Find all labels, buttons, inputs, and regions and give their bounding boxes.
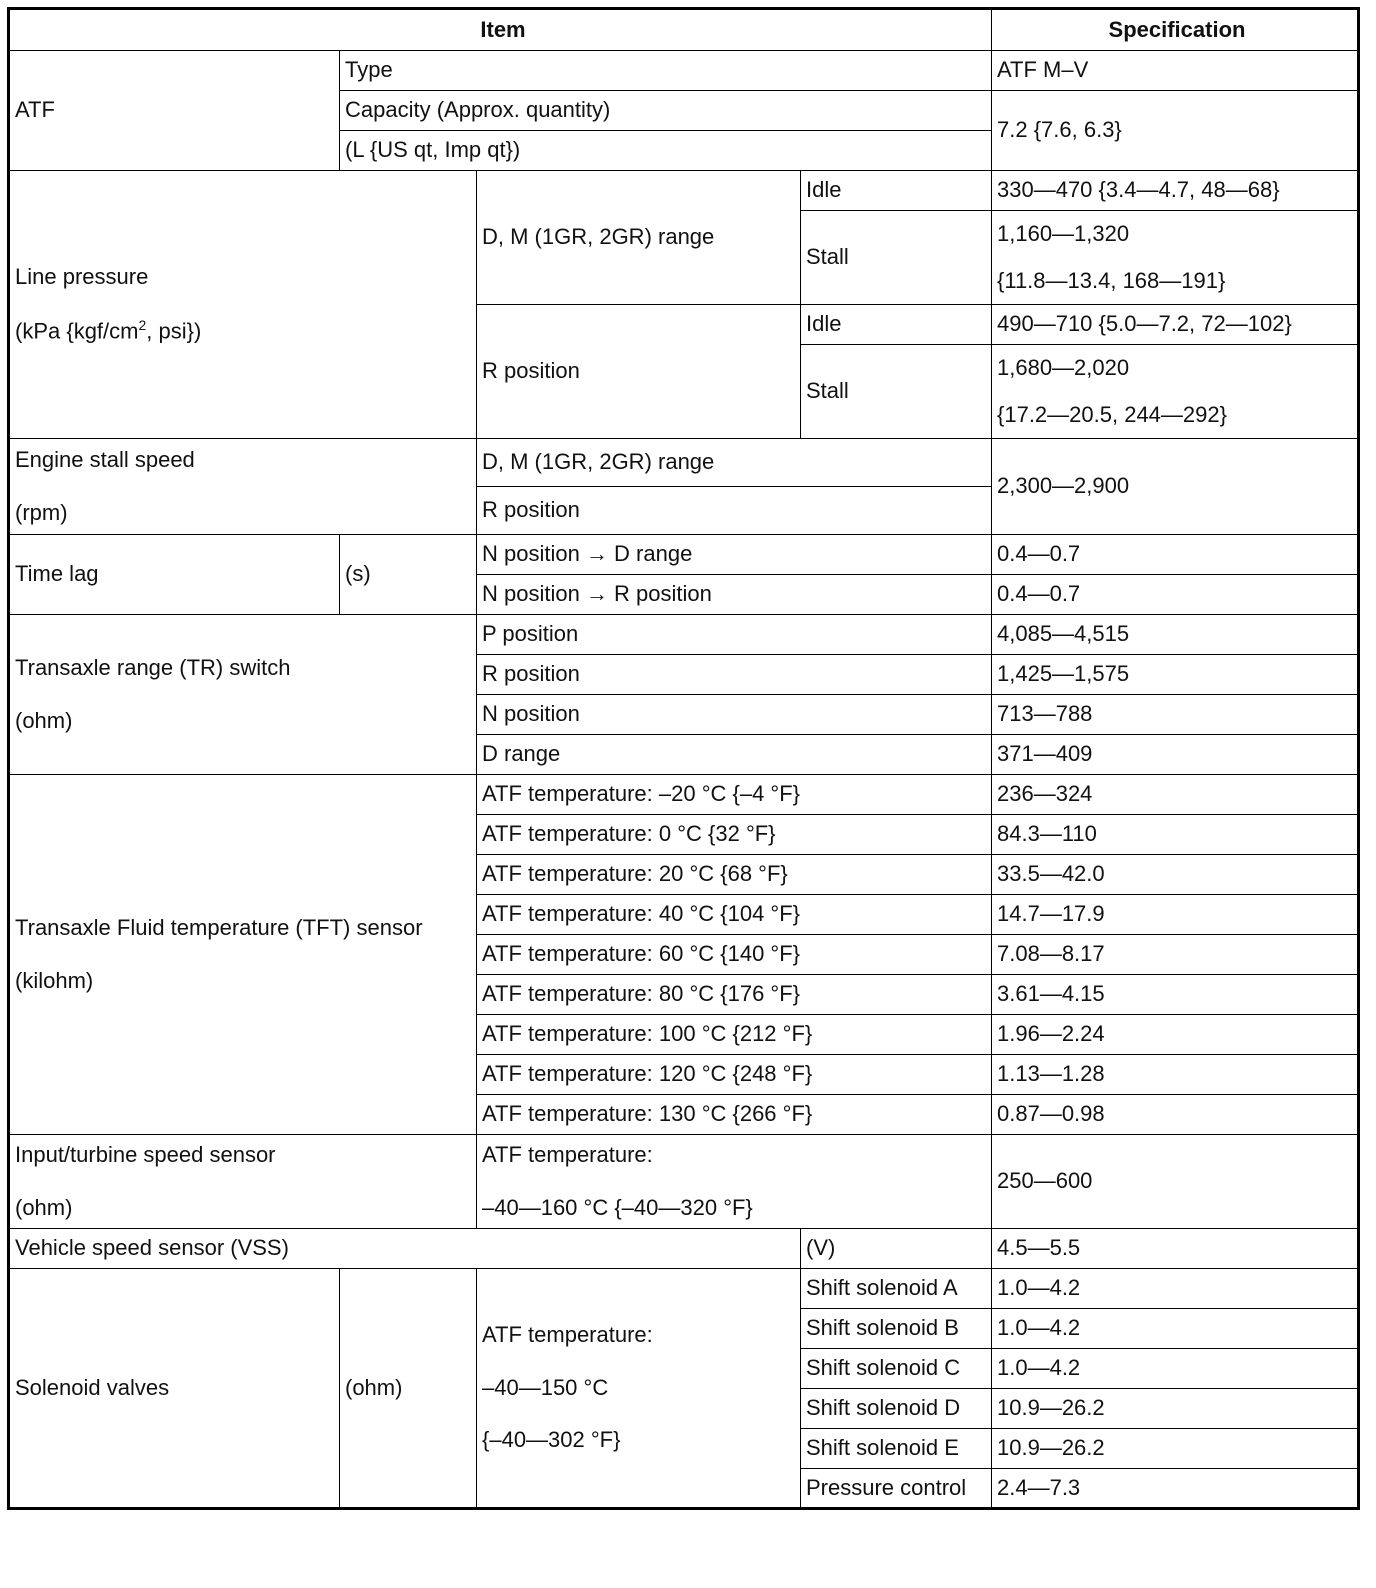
table-row <box>9 171 1359 211</box>
solenoid-value: 1.0—4.2 <box>992 1349 1359 1389</box>
turbine-sensor-value: 250—600 <box>992 1135 1359 1229</box>
vss-unit: (V) <box>801 1229 992 1269</box>
tr-switch-value: 371—409 <box>992 735 1359 775</box>
solenoid-condition-2: –40—150 °C <box>482 1374 609 1400</box>
tft-value: 3.61—4.15 <box>992 975 1359 1015</box>
solenoid-value: 10.9—26.2 <box>992 1429 1359 1469</box>
engine-stall-title: Engine stall speed <box>15 447 195 473</box>
solenoid-name: Shift solenoid C <box>801 1349 992 1389</box>
item-header: Item <box>9 9 992 51</box>
line-pressure-r-position: R position <box>477 305 801 439</box>
line-pressure-r-idle-value: 490—710 {5.0—7.2, 72—102} <box>992 305 1359 345</box>
table-row <box>9 1135 1359 1229</box>
engine-stall-r-position: R position <box>477 487 992 535</box>
line-pressure-d-stall-value-1: 1,160—1,320 <box>997 221 1130 247</box>
turbine-sensor-condition <box>477 1135 992 1229</box>
turbine-sensor-condition-2: –40—160 °C {–40—320 °F} <box>482 1194 753 1220</box>
solenoid-condition-3: {–40—302 °F} <box>482 1427 621 1453</box>
line-pressure-d-stall-value-2: {11.8—13.4, 168—191} <box>997 267 1226 293</box>
solenoid-label: Solenoid valves <box>9 1269 340 1509</box>
table-row <box>9 535 1359 575</box>
tft-condition: ATF temperature: –20 °C {–4 °F} <box>477 775 992 815</box>
tft-condition: ATF temperature: 40 °C {104 °F} <box>477 895 992 935</box>
solenoid-condition <box>477 1269 801 1509</box>
line-pressure-d-stall-label: Stall <box>801 211 992 305</box>
tft-sensor-unit: (kilohm) <box>15 967 94 993</box>
line-pressure-label <box>9 171 477 439</box>
specification-table <box>7 7 1360 1510</box>
tft-value: 236—324 <box>992 775 1359 815</box>
tr-switch-label <box>9 615 477 775</box>
tr-switch-value: 4,085—4,515 <box>992 615 1359 655</box>
tft-value: 0.87—0.98 <box>992 1095 1359 1135</box>
tft-condition: ATF temperature: 120 °C {248 °F} <box>477 1055 992 1095</box>
turbine-sensor-label <box>9 1135 477 1229</box>
table-row <box>9 1269 1359 1309</box>
table-row <box>9 615 1359 655</box>
line-pressure-d-idle-label: Idle <box>801 171 992 211</box>
solenoid-condition-1: ATF temperature: <box>482 1322 653 1348</box>
atf-type-label: Type <box>340 51 992 91</box>
tft-value: 1.13—1.28 <box>992 1055 1359 1095</box>
line-pressure-unit-pre: (kPa {kgf/cm <box>15 318 139 344</box>
tft-value: 84.3—110 <box>992 815 1359 855</box>
tr-switch-unit: (ohm) <box>15 707 73 733</box>
line-pressure-d-idle-value: 330—470 {3.4—4.7, 48—68} <box>992 171 1359 211</box>
solenoid-name: Shift solenoid A <box>801 1269 992 1309</box>
tr-switch-value: 713—788 <box>992 695 1359 735</box>
specification-header: Specification <box>992 9 1359 51</box>
engine-stall-unit: (rpm) <box>15 499 68 525</box>
vss-label: Vehicle speed sensor (VSS) <box>9 1229 801 1269</box>
engine-stall-d-range: D, M (1GR, 2GR) range <box>477 439 992 487</box>
tr-switch-condition: P position <box>477 615 992 655</box>
time-lag-unit: (s) <box>340 535 477 615</box>
tr-switch-title: Transaxle range (TR) switch <box>15 655 291 681</box>
tr-switch-condition: N position <box>477 695 992 735</box>
tft-condition: ATF temperature: 20 °C {68 °F} <box>477 855 992 895</box>
tft-condition: ATF temperature: 60 °C {140 °F} <box>477 935 992 975</box>
solenoid-name: Pressure control <box>801 1469 992 1509</box>
line-pressure-unit <box>15 317 476 345</box>
tft-condition: ATF temperature: 80 °C {176 °F} <box>477 975 992 1015</box>
line-pressure-unit-sup: 2 <box>138 316 147 333</box>
table-row <box>9 51 1359 91</box>
header-row <box>9 9 1359 51</box>
turbine-sensor-title: Input/turbine speed sensor <box>15 1142 276 1168</box>
tft-condition: ATF temperature: 100 °C {212 °F} <box>477 1015 992 1055</box>
line-pressure-r-stall-value-2: {17.2—20.5, 244—292} <box>997 401 1227 427</box>
line-pressure-r-stall-label: Stall <box>801 345 992 439</box>
solenoid-value: 10.9—26.2 <box>992 1389 1359 1429</box>
solenoid-value: 2.4—7.3 <box>992 1469 1359 1509</box>
line-pressure-r-stall-value-1: 1,680—2,020 <box>997 355 1130 381</box>
table-row <box>9 1229 1359 1269</box>
time-lag-label: Time lag <box>9 535 340 615</box>
tft-value: 1.96—2.24 <box>992 1015 1359 1055</box>
vss-value: 4.5—5.5 <box>992 1229 1359 1269</box>
solenoid-name: Shift solenoid B <box>801 1309 992 1349</box>
line-pressure-title: Line pressure <box>15 264 149 290</box>
tft-condition: ATF temperature: 130 °C {266 °F} <box>477 1095 992 1135</box>
solenoid-value: 1.0—4.2 <box>992 1269 1359 1309</box>
atf-label: ATF <box>9 51 340 171</box>
atf-capacity-value: 7.2 {7.6, 6.3} <box>992 91 1359 171</box>
solenoid-value: 1.0—4.2 <box>992 1309 1359 1349</box>
line-pressure-r-idle-label: Idle <box>801 305 992 345</box>
line-pressure-r-stall-value <box>992 345 1359 439</box>
atf-type-value: ATF M–V <box>992 51 1359 91</box>
time-lag-n-to-d: N position → D range <box>477 535 992 575</box>
line-pressure-d-stall-value <box>992 211 1359 305</box>
tr-switch-condition: R position <box>477 655 992 695</box>
atf-capacity-label: Capacity (Approx. quantity) <box>340 91 992 131</box>
solenoid-name: Shift solenoid E <box>801 1429 992 1469</box>
tft-value: 33.5—42.0 <box>992 855 1359 895</box>
tft-value: 14.7—17.9 <box>992 895 1359 935</box>
time-lag-n-to-r: N position → R position <box>477 575 992 615</box>
table-row <box>9 775 1359 815</box>
tft-sensor-title: Transaxle Fluid temperature (TFT) sensor <box>15 915 423 941</box>
table-row <box>9 439 1359 487</box>
time-lag-n-to-d-value: 0.4—0.7 <box>992 535 1359 575</box>
tft-sensor-label <box>9 775 477 1135</box>
turbine-sensor-condition-1: ATF temperature: <box>482 1142 653 1168</box>
solenoid-name: Shift solenoid D <box>801 1389 992 1429</box>
turbine-sensor-unit: (ohm) <box>15 1194 73 1220</box>
tft-value: 7.08—8.17 <box>992 935 1359 975</box>
time-lag-n-to-r-value: 0.4—0.7 <box>992 575 1359 615</box>
line-pressure-d-range: D, M (1GR, 2GR) range <box>477 171 801 305</box>
tr-switch-value: 1,425—1,575 <box>992 655 1359 695</box>
engine-stall-value: 2,300—2,900 <box>992 439 1359 535</box>
line-pressure-unit-post: , psi}) <box>146 318 202 344</box>
solenoid-unit: (ohm) <box>340 1269 477 1509</box>
tr-switch-condition: D range <box>477 735 992 775</box>
atf-capacity-unit: (L {US qt, Imp qt}) <box>340 131 992 171</box>
engine-stall-label <box>9 439 477 535</box>
tft-condition: ATF temperature: 0 °C {32 °F} <box>477 815 992 855</box>
